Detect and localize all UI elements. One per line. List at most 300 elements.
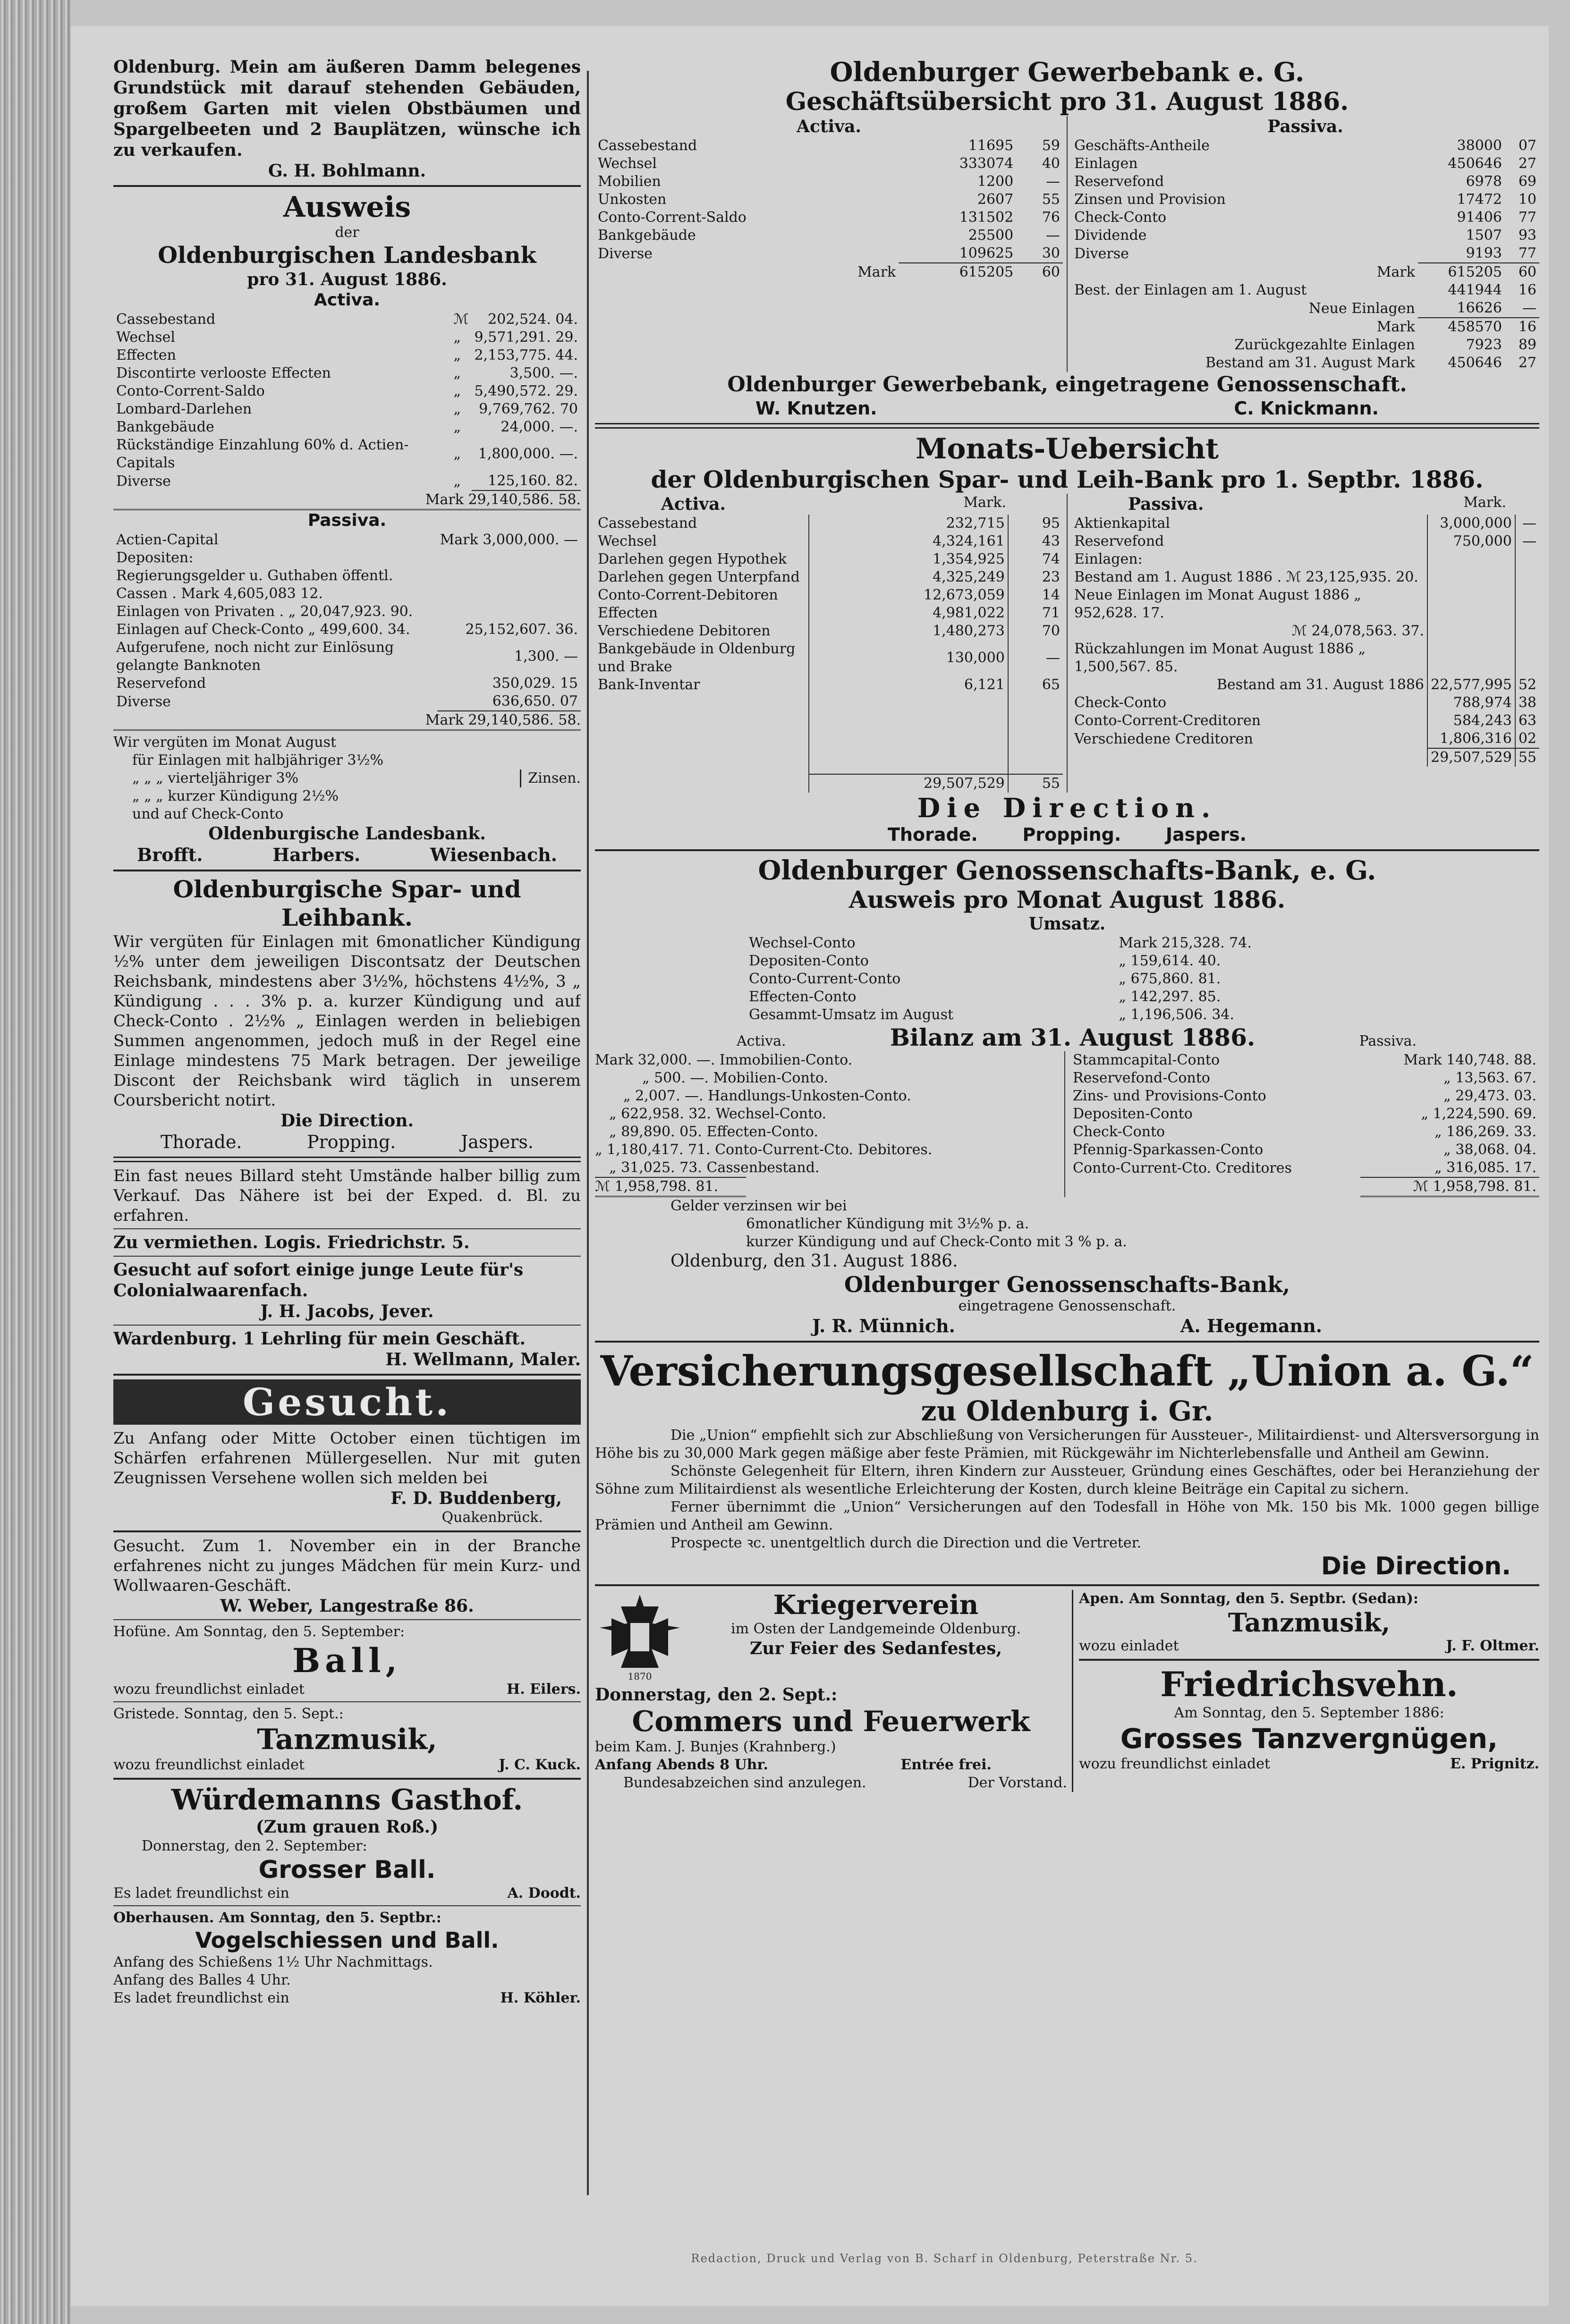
- genossen-footer1: Oldenburger Genossenschafts-Bank,: [844, 1272, 1290, 1297]
- row-value: 1,806,316: [1427, 730, 1515, 748]
- row-label: Bankgebäude: [598, 227, 696, 244]
- row-value: [437, 549, 581, 567]
- activa-row: „ 622,958. 32. Wechsel-Conto.: [609, 1106, 827, 1122]
- landesbank-der: der: [335, 224, 359, 241]
- rate-line: „ „ „ vierteljähriger 3%: [132, 770, 299, 786]
- row-cents: —: [1008, 640, 1063, 676]
- table-row: [595, 532, 1063, 550]
- row-value: 350,029. 15: [492, 675, 578, 692]
- genossen-umsatz: Umsatz.: [1028, 914, 1106, 934]
- row-value: 750,000: [1427, 532, 1515, 550]
- row-label: Reservefond: [1074, 173, 1164, 190]
- genossen-umsatz-table: [746, 934, 1360, 1024]
- sparleih-signatures: [113, 1131, 581, 1153]
- row-value: 5,490,572. 29.: [474, 383, 578, 399]
- row-value: [437, 567, 581, 603]
- row-value: 458570: [1448, 319, 1502, 335]
- row-value: 441944: [1448, 282, 1502, 298]
- signature: A. Hegemann.: [1180, 1315, 1322, 1336]
- table-row: [1070, 1159, 1539, 1177]
- ad-oltmer-head: Apen. Am Sonntag, den 5. Septbr. (Sedan):: [1079, 1590, 1418, 1607]
- ad-bohlmann-signature: G. H. Bohlmann.: [268, 161, 426, 181]
- row-value: 3,000,000: [1427, 515, 1515, 532]
- total-cents: 55: [1008, 774, 1063, 793]
- ad-wellmann-text: Wardenburg. 1 Lehrling für mein Geschäft.: [113, 1329, 526, 1349]
- row-label: Wechsel: [598, 155, 657, 172]
- row-label: Effecten-Conto: [749, 989, 857, 1005]
- table-row: [1070, 1105, 1539, 1123]
- landesbank-name: Oldenburgischen Landesbank: [158, 242, 536, 269]
- activa-row: „ 1,180,417. 71. Conto-Current-Cto. Debitores.: [595, 1141, 933, 1158]
- row-label: Bankgebäude: [116, 419, 214, 435]
- row-label: Actien-Capital: [116, 532, 219, 548]
- divider: [113, 1228, 581, 1229]
- table-row: [1071, 155, 1539, 173]
- signature: J. F. Oltmer.: [1446, 1638, 1539, 1654]
- genossen-sub: Ausweis pro Monat August 1886.: [849, 886, 1286, 913]
- row-cents: —: [1046, 227, 1060, 244]
- krieger-line2: Zur Feier des Sedanfestes,: [750, 1639, 1002, 1658]
- row-label: Mark: [1376, 263, 1415, 280]
- table-row: Bankgebäude „ 24,000. —.: [113, 418, 581, 436]
- row-value: [437, 603, 581, 621]
- ad-eilers-big: Ball,: [292, 1641, 402, 1680]
- row-cents: 40: [1042, 155, 1060, 172]
- row-label: Pfennig-Sparkassen-Conto: [1073, 1141, 1264, 1158]
- ad-kuck-foot: [113, 1756, 581, 1774]
- row-cents: 70: [1008, 622, 1063, 640]
- divider: [113, 1157, 581, 1162]
- ad-jacobs-text: Gesucht auf sofort einige junge Leute für's Colonialwaarenfach.: [113, 1260, 524, 1301]
- landesbank-passiva-label: Passiva.: [307, 511, 387, 530]
- ad-kuck-head: Gristede. Sonntag, den 5. Sept.:: [113, 1706, 344, 1722]
- zins-line: 6monatlicher Kündigung mit 3½% p. a.: [746, 1216, 1029, 1232]
- divider: [595, 849, 1539, 851]
- row-label: Diverse: [116, 473, 171, 490]
- right-column: [595, 57, 1539, 2209]
- mark-label: Mark.: [1463, 494, 1506, 511]
- table-row: [1071, 263, 1539, 281]
- row-cents: 95: [1008, 515, 1063, 532]
- table-row: [1071, 245, 1539, 263]
- divider: [113, 1325, 581, 1326]
- genossen-signatures: [595, 1315, 1539, 1337]
- rate-line: und auf Check-Conto: [132, 806, 284, 822]
- table-row: [595, 263, 1063, 281]
- row-cents: 27: [1518, 355, 1536, 371]
- iron-cross-icon: [595, 1590, 685, 1684]
- ad-wellmann-signature: H. Wellmann, Maler.: [385, 1350, 581, 1369]
- krieger-signature: Der Vorstand.: [967, 1775, 1067, 1791]
- table-row: [1071, 209, 1539, 227]
- table-row: [1071, 173, 1539, 191]
- table-row: [595, 155, 1063, 173]
- rate-line: für Einlagen mit halbjähriger 3½%: [132, 752, 384, 769]
- signature: Propping.: [1022, 824, 1121, 845]
- row-value: 11695: [968, 137, 1014, 154]
- krieger-title: Kriegerverein: [773, 1589, 979, 1621]
- row-value: 584,243: [1427, 712, 1515, 730]
- row-value: 788,974: [1427, 694, 1515, 712]
- activa-row: „ 89,890. 05. Effecten-Conto.: [609, 1124, 818, 1140]
- table-row: Rückständige Einzahlung 60% d. Actien-Capitals „ 1,800,000. —.: [113, 436, 581, 472]
- row-value: 2607: [977, 191, 1014, 208]
- row-value: 131502: [959, 209, 1014, 226]
- row-label: ℳ 24,078,563. 37.: [1291, 623, 1425, 639]
- landesbank-title: Ausweis: [283, 191, 411, 224]
- row-label: Conto-Corrent-Creditoren: [1074, 712, 1261, 729]
- ad-kohler-foot: [113, 1989, 581, 2007]
- table-row: [1070, 1177, 1539, 1197]
- row-value: 9,769,762. 70: [479, 401, 578, 417]
- signature: Thorade.: [888, 824, 978, 845]
- ad-weber-signature: W. Weber, Langestraße 86.: [220, 1596, 474, 1616]
- genossen-balance: [595, 1051, 1539, 1197]
- table-row: [1071, 281, 1539, 299]
- landesbank-activa-label: Activa.: [314, 290, 381, 310]
- row-label: Cassebestand: [116, 311, 216, 328]
- table-row: [1071, 676, 1539, 694]
- table-row: Lombard-Darlehen „ 9,769,762. 70: [113, 400, 581, 418]
- imprint-footer: Redaction, Druck und Verlag von B. Scharf in Oldenburg, Peterstraße Nr. 5.: [691, 2252, 1198, 2265]
- table-row: [113, 621, 581, 639]
- signature: E. Prignitz.: [1450, 1756, 1539, 1772]
- row-cents: 77: [1505, 245, 1539, 263]
- table-row: [1071, 640, 1539, 676]
- row-label: Effecten: [116, 347, 176, 363]
- ad-krieger: [595, 1590, 1073, 1792]
- row-label: Wechsel: [116, 329, 176, 346]
- rates-zinsen: Zinsen.: [520, 769, 581, 787]
- row-label: Lombard-Darlehen: [116, 401, 252, 417]
- landesbank-activa-total: Mark 29,140,586. 58.: [113, 491, 581, 510]
- row-value: „ 316,085. 17.: [1434, 1159, 1536, 1176]
- sparleih-direction: Die Direction.: [280, 1111, 414, 1131]
- table-row: [1070, 1051, 1539, 1069]
- gesucht-text: Zu Anfang oder Mitte October einen tüchtigen im Schärfen erfahrenen Müllergesellen. Nur mit guten Zeugnissen Versehene wollen sich melden bei: [113, 1429, 581, 1487]
- row-value: 12,673,059: [809, 586, 1008, 604]
- ad-kohler-head: Oberhausen. Am Sonntag, den 5. Septbr.:: [113, 1910, 441, 1926]
- row-label: Cassebestand: [598, 515, 697, 532]
- row-value: 4,981,022: [809, 604, 1008, 622]
- table-row: [595, 586, 1063, 604]
- row-value: „ 29,473. 03.: [1443, 1088, 1536, 1104]
- gewerbe-footer: Oldenburger Gewerbebank, eingetragene Genossenschaft.: [727, 372, 1407, 397]
- row-label: Verschiedene Creditoren: [1074, 730, 1253, 747]
- row-value: 22,577,995: [1427, 676, 1515, 694]
- krieger-line3: Donnerstag, den 2. Sept.:: [595, 1685, 838, 1705]
- row-value: 1,800,000. —.: [478, 446, 578, 462]
- union-p4: Prospecte ꝛc. unentgeltlich durch die Direction und die Vertreter.: [670, 1535, 1142, 1551]
- gewerbe-activa-table: [595, 137, 1063, 281]
- row-label: Reservefond: [1074, 533, 1164, 549]
- row-cents: —: [1505, 299, 1539, 318]
- monats-sub: der Oldenburgischen Spar- und Leih-Bank pro 1. Septbr. 1886.: [651, 465, 1484, 493]
- krieger-line5-row: [595, 1756, 1067, 1774]
- row-label: Reservefond-Conto: [1073, 1070, 1210, 1086]
- rate-line: Wir vergüten im Monat August: [113, 734, 337, 751]
- ad-kohler-line2: Anfang des Balles 4 Uhr.: [113, 1972, 291, 1988]
- row-value: 16626: [1418, 299, 1505, 318]
- ad-prignitz-title: Friedrichsvehn.: [1160, 1664, 1458, 1704]
- row-label: Regierungsgelder u. Guthaben öffentl. Cassen . Mark 4,605,083 12.: [116, 567, 393, 602]
- row-label: Bestand am 1. August 1886 . ℳ 23,125,935. 20.: [1074, 569, 1418, 585]
- ad-right-stack: [1073, 1590, 1539, 1792]
- genossen-activa: [595, 1051, 1065, 1197]
- row-value: 615205: [959, 264, 1014, 280]
- row-value: „ 142,297. 85.: [1119, 989, 1221, 1005]
- row-label: Einlagen von Privaten . „ 20,047,923. 90.: [116, 603, 413, 620]
- row-cents: 23: [1008, 568, 1063, 586]
- total-value: 29,507,529: [809, 774, 1008, 793]
- row-value: 4,325,249: [809, 568, 1008, 586]
- row-label: Discontirte verlooste Effecten: [116, 365, 331, 381]
- signature: Wiesenbach.: [430, 844, 557, 865]
- krieger-line4: beim Kam. J. Bunjes (Krahnberg.): [595, 1739, 836, 1755]
- row-cents: —: [1046, 173, 1060, 190]
- landesbank-signatures: [113, 844, 581, 866]
- table-row: Effecten „ 2,153,775. 44.: [113, 346, 581, 364]
- table-row: [746, 952, 1360, 970]
- row-value: „ 1,224,590. 69.: [1421, 1106, 1536, 1122]
- row-cents: 52: [1515, 676, 1539, 694]
- table-row: [1071, 191, 1539, 209]
- ad-oltmer-big: Tanzmusik,: [1228, 1607, 1391, 1638]
- signature: Thorade.: [161, 1132, 242, 1152]
- landesbank-passiva-table: [113, 531, 581, 711]
- ad-doodt-title: Würdemanns Gasthof.: [171, 1783, 523, 1817]
- row-cents: 10: [1518, 191, 1536, 208]
- divider: [595, 1341, 1539, 1343]
- genossen-bilanz-head: [595, 1024, 1539, 1051]
- row-label: Diverse: [1074, 245, 1129, 262]
- table-row: [595, 568, 1063, 586]
- row-label: Mark: [857, 263, 896, 280]
- ad-doodt-big: Grosser Ball.: [258, 1856, 436, 1884]
- row-value: 9193: [1418, 245, 1505, 263]
- gesucht-place: Quakenbrück.: [441, 1509, 543, 1526]
- gewerbe-passiva: [1068, 116, 1539, 372]
- row-cents: 60: [1042, 264, 1060, 280]
- row-label: Einlagen: [1074, 155, 1138, 172]
- table-row: [1071, 137, 1539, 155]
- row-cents: 89: [1518, 337, 1536, 353]
- row-cents: 59: [1042, 137, 1060, 154]
- row-cents: —: [1515, 515, 1539, 532]
- row-value: 333074: [959, 155, 1014, 172]
- table-row: [1071, 515, 1539, 532]
- row-label: Einlagen auf Check-Conto „ 499,600. 34.: [116, 621, 410, 638]
- table-row: [1071, 622, 1539, 640]
- row-value: 109625: [899, 245, 1016, 263]
- signature: A. Doodt.: [507, 1885, 581, 1901]
- row-label: Gesammt-Umsatz im August: [749, 1006, 954, 1023]
- row-value: Mark 215,328. 74.: [1119, 935, 1252, 951]
- sparleih-title: Oldenburgische Spar- und Leihbank.: [173, 875, 521, 931]
- divider: [113, 1905, 581, 1906]
- ad-prignitz-big: Grosses Tanzvergnügen,: [1120, 1723, 1498, 1755]
- row-value: 1,300. —: [514, 648, 578, 665]
- union-signature: Die Direction.: [1321, 1552, 1511, 1580]
- table-row: [1071, 694, 1539, 712]
- gewerbe-title: Oldenburger Gewerbebank e. G.: [830, 57, 1305, 88]
- signature: J. C. Kuck.: [499, 1757, 581, 1773]
- table-row: [1071, 550, 1539, 568]
- row-cents: 43: [1008, 532, 1063, 550]
- signature: Jaspers.: [461, 1132, 534, 1152]
- row-value: 25500: [968, 227, 1014, 244]
- row-cents: 71: [1008, 604, 1063, 622]
- row-value: „ 1,196,506. 34.: [1119, 1006, 1234, 1023]
- activa-label: Activa.: [661, 494, 726, 514]
- divider: [113, 1530, 581, 1532]
- row-value: 24,000. —.: [501, 419, 578, 435]
- row-cents: 30: [1016, 245, 1063, 263]
- left-column: [113, 57, 581, 2209]
- signature: J. R. Münnich.: [812, 1315, 955, 1336]
- activa-total: ℳ 1,958,798. 81.: [595, 1177, 746, 1197]
- union-p2: Schönste Gelegenheit für Eltern, ihren Kindern zur Aussteuer, Gründung eines Geschäftes, oder bei Heranziehung der Söhne zum Militairdienst als wesentliche Erleichterung der Kosten, durch kleine Beiträge ein Capital zu sichern.: [595, 1463, 1539, 1497]
- row-label: Verschiedene Debitoren: [598, 623, 771, 639]
- divider: [113, 1701, 581, 1702]
- signature: H. Köhler.: [500, 1990, 581, 2006]
- table-row: [595, 676, 1063, 694]
- row-label: Conto-Current-Cto. Creditores: [1073, 1159, 1292, 1176]
- table-row: [1071, 336, 1539, 354]
- table-row: [595, 515, 1063, 532]
- table-row: [113, 675, 581, 693]
- ad-logis: Zu vermiethen. Logis. Friedrichstr. 5.: [113, 1233, 470, 1252]
- table-row: [746, 1006, 1360, 1024]
- table-row: [746, 934, 1360, 952]
- table-row: [113, 549, 581, 567]
- ad-prignitz-date: Am Sonntag, den 5. September 1886:: [1174, 1705, 1444, 1721]
- monats-title: Monats-Uebersicht: [915, 432, 1219, 465]
- ad-wellmann: [113, 1328, 581, 1349]
- row-value: 125,160. 82.: [472, 472, 581, 490]
- row-label: Einlagen:: [1074, 551, 1143, 567]
- bottom-ads: [595, 1590, 1539, 1792]
- row-value: 9,571,291. 29.: [474, 329, 578, 346]
- row-label: Reservefond: [116, 675, 206, 692]
- table-row: [113, 311, 581, 329]
- row-label: Zinsen und Provision: [1074, 191, 1226, 208]
- row-cents: 77: [1518, 209, 1536, 226]
- row-value: „ 159,614. 40.: [1119, 953, 1221, 969]
- table-row: Diverse „ 125,160. 82.: [113, 472, 581, 490]
- genossen-footer2: eingetragene Genossenschaft.: [958, 1298, 1176, 1314]
- monats-signatures: [595, 824, 1539, 845]
- row-value: 6978: [1466, 173, 1502, 190]
- row-cents: —: [1515, 532, 1539, 550]
- row-label: Check-Conto: [1074, 209, 1167, 226]
- row-label: Zins- und Provisions-Conto: [1073, 1088, 1266, 1104]
- total-cents: 55: [1515, 748, 1539, 767]
- ad-jacobs-signature: J. H. Jacobs, Jever.: [260, 1301, 434, 1321]
- row-label: Conto-Corrent-Debitoren: [598, 587, 778, 603]
- ad-doodt-sub: (Zum grauen Roß.): [255, 1817, 439, 1837]
- invitation: wozu einladet: [1079, 1638, 1179, 1654]
- table-row: [113, 693, 581, 711]
- row-label: Depositen:: [116, 549, 194, 566]
- signature: Jaspers.: [1165, 824, 1247, 845]
- activa-row: „ 2,007. —. Handlungs-Unkosten-Conto.: [623, 1088, 911, 1104]
- row-value: „ 13,563. 67.: [1443, 1070, 1536, 1086]
- divider: [113, 1256, 581, 1257]
- row-value: 2,153,775. 44.: [474, 347, 578, 363]
- monats-direction: Die Direction.: [917, 793, 1217, 824]
- row-label: Bestand am 31. August 1886: [1216, 676, 1425, 693]
- table-row: [595, 191, 1063, 209]
- row-value: 1,480,273: [809, 622, 1008, 640]
- row-label: Bestand am 31. August Mark: [1205, 355, 1415, 371]
- ad-eilers-head: Hofüne. Am Sonntag, den 5. September:: [113, 1623, 405, 1640]
- passiva-label: Passiva.: [1267, 117, 1343, 136]
- zins-line: kurzer Kündigung und auf Check-Conto mit 3 % p. a.: [746, 1234, 1127, 1250]
- genossen-zins: [595, 1197, 1539, 1251]
- row-label: Mobilien: [598, 173, 661, 190]
- row-value: „ 38,068. 04.: [1443, 1141, 1536, 1158]
- ad-prignitz-foot: [1079, 1755, 1539, 1773]
- gewerbe-sub: Geschäftsübersicht pro 31. August 1886.: [785, 87, 1349, 116]
- row-label: Unkosten: [598, 191, 667, 208]
- divider: [113, 185, 581, 187]
- divider: [113, 1619, 581, 1620]
- table-row: [746, 970, 1360, 988]
- landesbank-date: pro 31. August 1886.: [247, 270, 447, 289]
- row-cents: 60: [1518, 264, 1536, 280]
- union-title: Versicherungsgesellschaft „Union a. G.“: [600, 1346, 1534, 1395]
- table-row: [1071, 568, 1539, 586]
- table-row: [595, 640, 1063, 676]
- krieger-entree: Entrée frei.: [900, 1757, 992, 1773]
- table-row: [595, 774, 1063, 793]
- table-row: Wechsel „ 9,571,291. 29.: [113, 329, 581, 346]
- row-value: 17472: [1457, 191, 1502, 208]
- row-value: 38000: [1457, 137, 1502, 154]
- signature: H. Eilers.: [506, 1681, 581, 1698]
- row-cents: 27: [1518, 155, 1536, 172]
- table-row: [595, 173, 1063, 191]
- genossen-passiva: [1065, 1051, 1539, 1197]
- row-label: Aktienkapital: [1074, 515, 1170, 532]
- book-spine: [0, 0, 71, 2324]
- row-label: Best. der Einlagen am 1. August: [1074, 282, 1307, 298]
- table-row: [595, 622, 1063, 640]
- divider: [595, 423, 1539, 429]
- table-row: [113, 639, 581, 675]
- union-p1: Die „Union“ empfiehlt sich zur Abschließung von Versicherungen für Aussteuer-, Militairdienst- und Altersversorgung in Höhe bis zu 30,000 Mark gegen mäßige aber feste Prämien, mit Rückgewähr im Nichterlebensfalle und Antheil am Gewinn.: [595, 1427, 1539, 1462]
- table-row: [595, 245, 1063, 263]
- table-row: [595, 209, 1063, 227]
- activa-row: Mark 32,000. —. Immobilien-Conto.: [595, 1052, 853, 1068]
- table-row: [1071, 299, 1539, 318]
- row-label: Wechsel: [598, 533, 657, 549]
- row-value: 6,121: [809, 676, 1008, 694]
- ad-doodt-foot: [113, 1885, 581, 1902]
- row-label: Effecten: [598, 605, 658, 621]
- row-label: Bankgebäude in Oldenburg und Brake: [598, 641, 796, 675]
- ad-eilers-foot: [113, 1681, 581, 1699]
- row-value: 1,354,925: [809, 550, 1008, 568]
- ad-kuck-big: Tanzmusik,: [257, 1723, 437, 1756]
- signature: Brofft.: [137, 844, 203, 865]
- invitation: wozu freundlichst einladet: [113, 1757, 305, 1773]
- row-label: Darlehen gegen Unterpfand: [598, 569, 800, 585]
- krieger-head: [595, 1590, 1067, 1684]
- table-row: [1070, 1141, 1539, 1159]
- row-value: 130,000: [809, 640, 1008, 676]
